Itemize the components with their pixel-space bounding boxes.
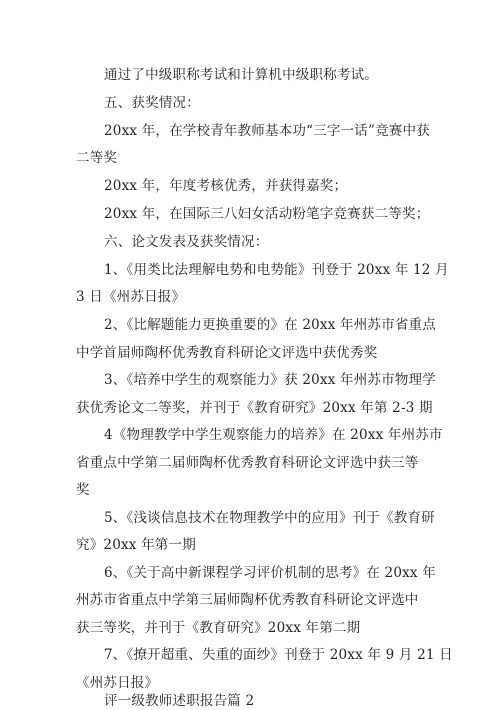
text-line: 2、《比解题能力更换重要的》在 20xx 年州苏市省重点 [104, 317, 436, 333]
text-line: 获优秀论文二等奖，并刊于《教育研究》20xx 年第 2-3 期 [76, 400, 433, 416]
text-line: 州苏市省重点中学第三届师陶杯优秀教育科研论文评选中 [76, 592, 419, 608]
text-line: 20xx 年，在学校青年教师基本功“三字一话”竞赛中获 [104, 123, 430, 139]
text-line: 5、《浅谈信息技术在物理教学中的应用》刊于《教育研 [104, 510, 435, 526]
section-heading: 五、获奖情况： [104, 95, 200, 111]
document-title: 评一级教师述职报告篇 2 [104, 693, 255, 709]
text-line: 中学首届师陶杯优秀教育科研论文评选中获优秀奖 [76, 345, 378, 361]
text-line: 奖 [76, 482, 90, 498]
text-line: 省重点中学第二届师陶杯优秀教育科研论文评选中获三等 [76, 455, 419, 471]
text-line: 二等奖 [76, 150, 118, 166]
text-line: 3 日《州苏日报》 [76, 289, 186, 305]
text-line: 《州苏日报》 [76, 675, 159, 691]
text-line: 获三等奖，并刊于《教育研究》20xx 年第二期 [76, 620, 361, 636]
text-line: 20xx 年，年度考核优秀，并获得嘉奖； [104, 178, 348, 194]
text-line: 究》20xx 年第一期 [76, 537, 196, 553]
section-heading: 六、论文发表及获奖情况： [104, 234, 269, 250]
text-line: 20xx 年，在国际三八妇女活动粉笔字竞赛获二等奖； [104, 206, 430, 222]
text-line: 6、《关于高中新课程学习评价机制的思考》在 20xx 年 [104, 565, 436, 581]
text-line: 4《物理教学中学生观察能力的培养》在 20xx 年州苏市 [104, 427, 443, 443]
text-line: 7、《撩开超重、失重的面纱》刊登于 20xx 年 9 月 21 日 [104, 647, 453, 663]
text-line: 1、《用类比法理解电势和电势能》刊登于 20xx 年 12 月 [104, 262, 449, 278]
text-line: 通过了中级职称考试和计算机中级职称考试。 [104, 67, 378, 83]
text-line: 3、《培养中学生的观察能力》获 20xx 年州苏市物理学 [104, 372, 436, 388]
